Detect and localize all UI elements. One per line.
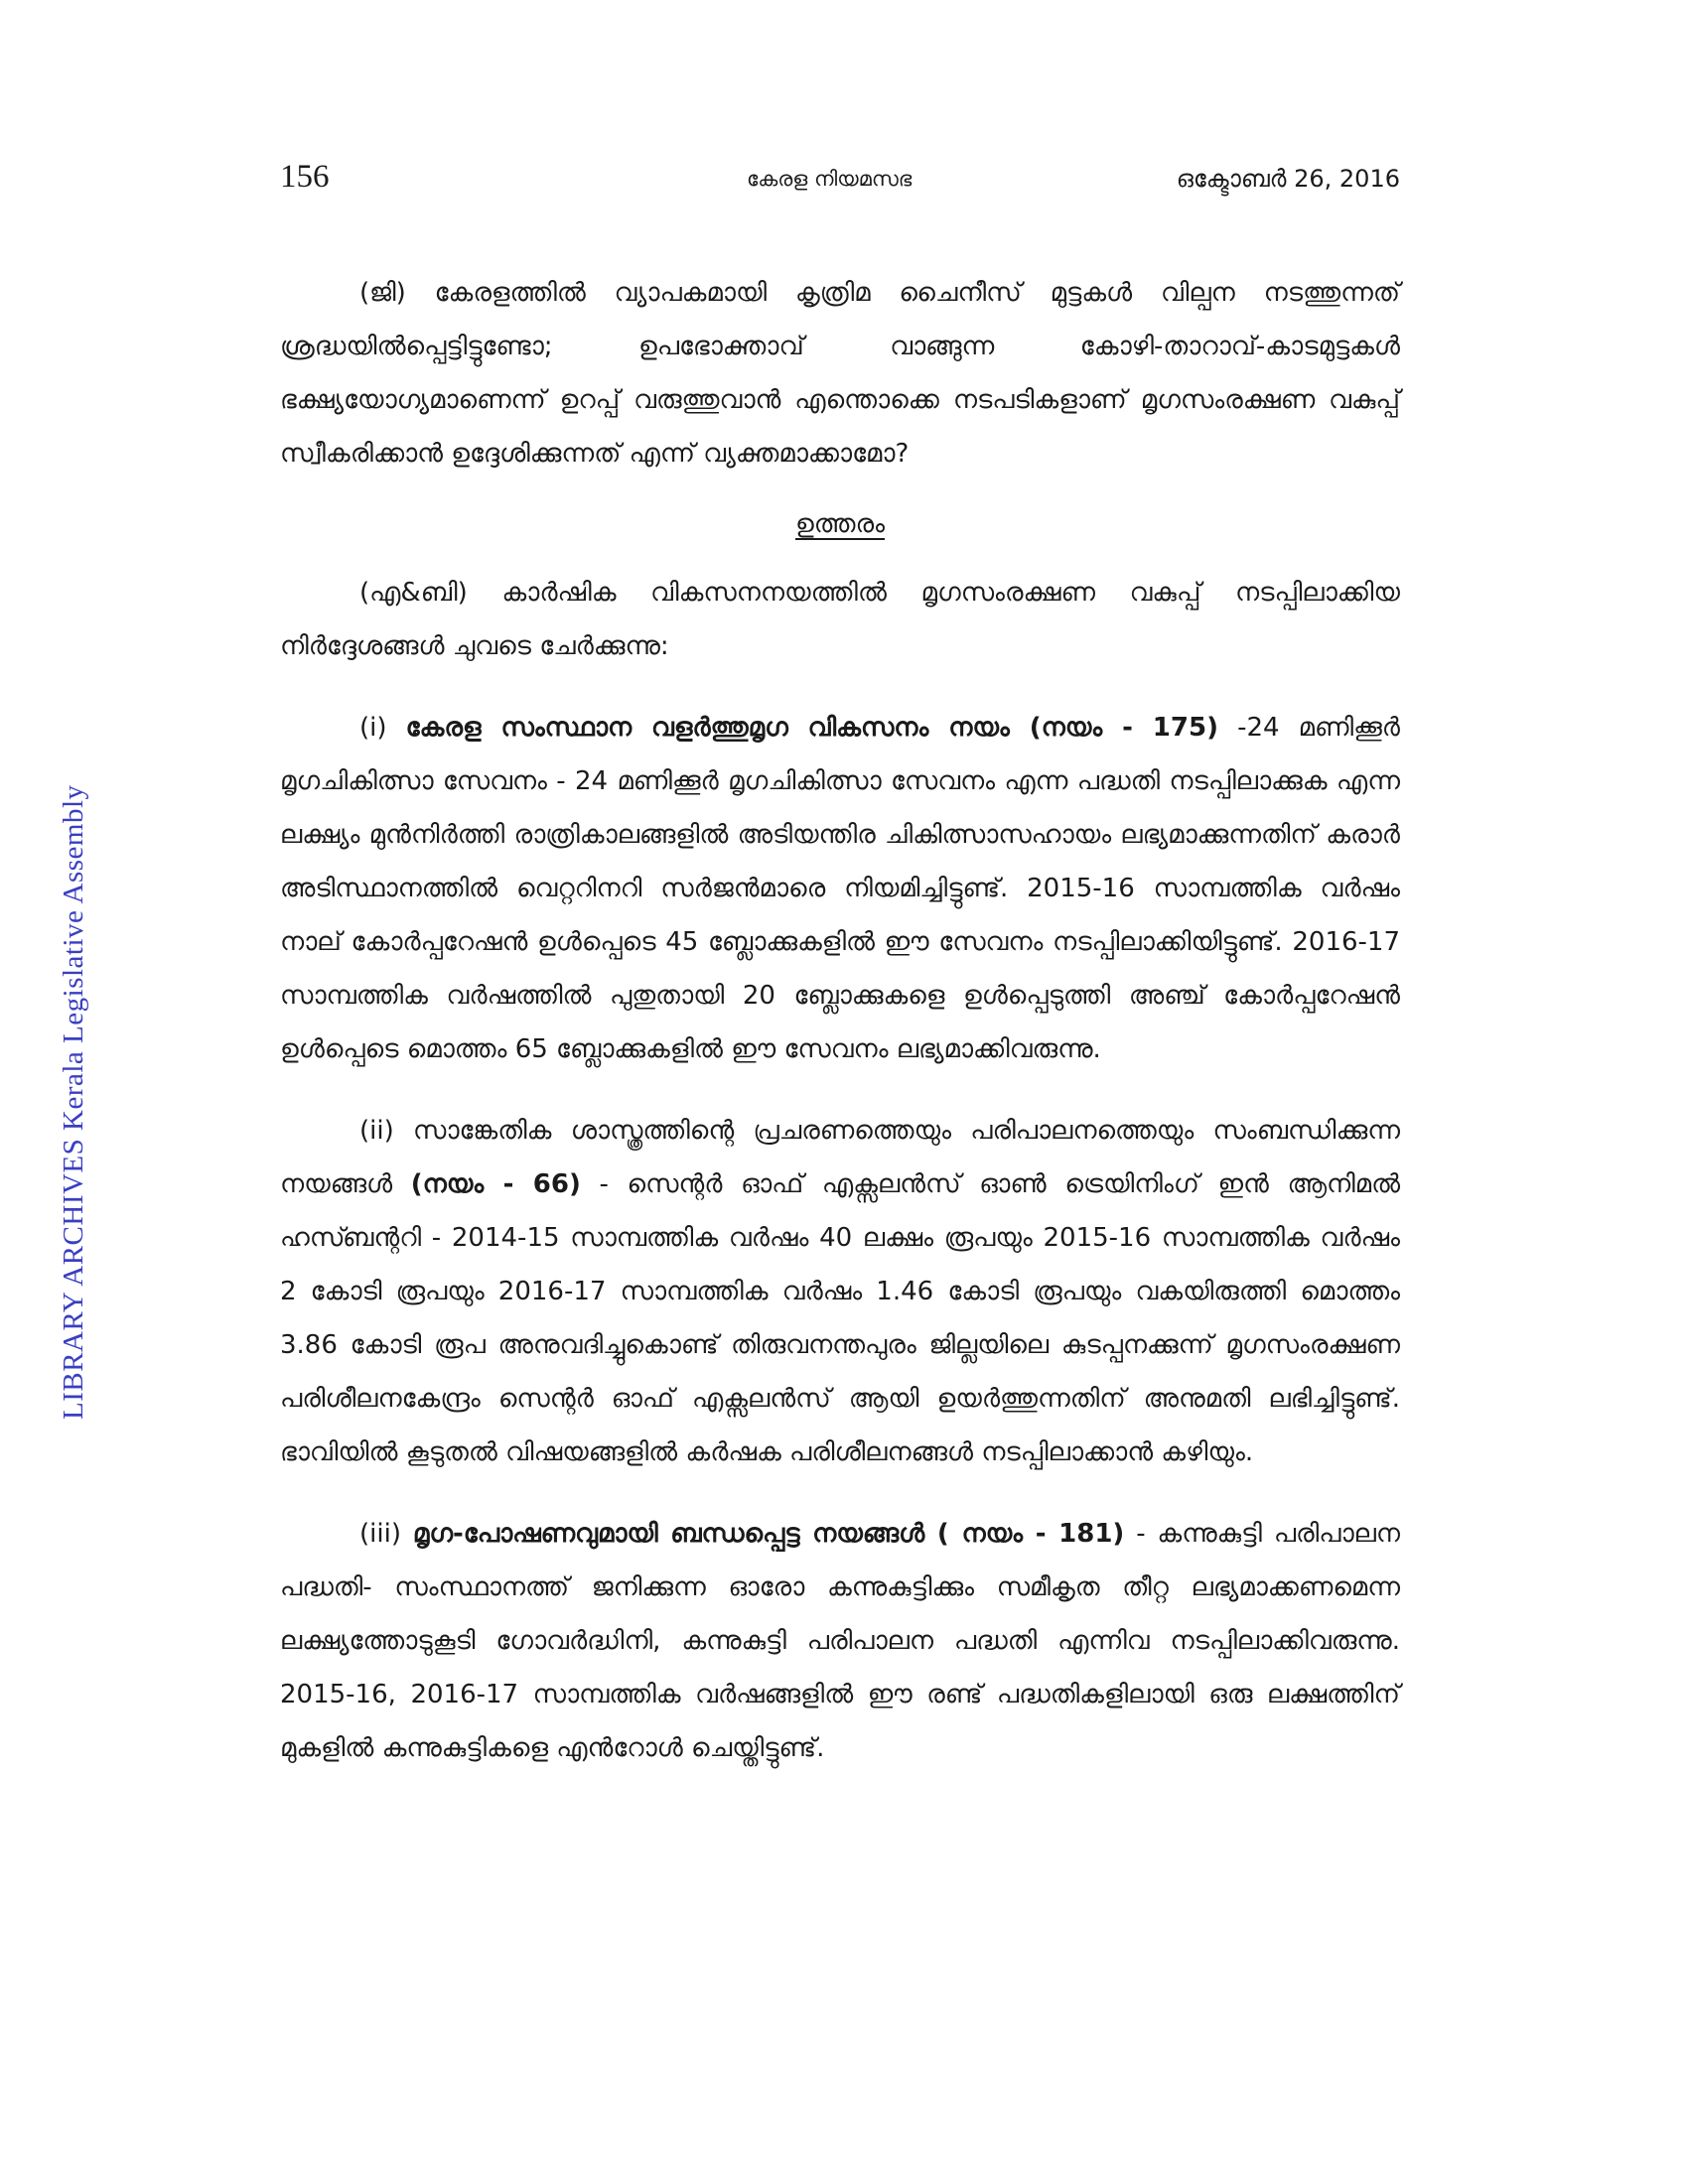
item-marker: (ii) xyxy=(359,1116,394,1146)
header-date: ഒക്ടോബർ 26, 2016 xyxy=(1176,165,1400,193)
item-body: - കന്നുകുട്ടി പരിപാലന പദ്ധതി- സംസ്ഥാനത്ത് ജനിക്കുന്ന ഓരോ കന്നുകുട്ടിക്കും സമീകൃത തീറ്റ ലഭ്യമാക്കണമെന്ന ലക്ഷ്യത്തോടുകൂടി ഗോവർദ്ധിനി, കന്നുകുട്ടി പരിപാലന പദ്ധതി എന്നിവ നടപ്പിലാക്കിവരുന്നു. 2015-16, 2016-17 സാമ്പത്തിക വർഷങ്ങളിൽ ഈ രണ്ട് പദ്ധതികളിലായി ഒരു ലക്ഷത്തിന് മുകളിൽ കന്നുകുട്ടികളെ എൻറോൾ ചെയ്തിട്ടുണ്ട്. xyxy=(280,1519,1401,1763)
answer-intro-paragraph: (എ&ബി) കാർഷിക വികസനനയത്തിൽ മൃഗസംരക്ഷണ വകുപ്പ് നടപ്പിലാക്കിയ നിർദ്ദേശങ്ങൾ ചുവടെ ചേർക്കുന്നു: xyxy=(280,578,1400,661)
item-marker: (iii) xyxy=(359,1519,401,1549)
item-body: -24 മണിക്കൂർ മൃഗചികിത്സാ സേവനം - 24 മണിക്കൂർ മൃഗചികിത്സാ സേവനം എന്ന പദ്ധതി നടപ്പിലാക്കുക എന്ന ലക്ഷ്യം മുൻനിർത്തി രാത്രികാലങ്ങളിൽ അടിയന്തിര ചികിത്സാസഹായം ലഭ്യമാക്കുന്നതിന് കരാർ അടിസ്ഥാനത്തിൽ വെറ്ററിനറി സർജൻമാരെ നിയമിച്ചിട്ടുണ്ട്. 2015-16 സാമ്പത്തിക വർഷം നാല് കോർപ്പറേഷൻ ഉൾപ്പെടെ 45 ബ്ലോക്കുകളിൽ ഈ സേവനം നടപ്പിലാക്കിയിട്ടുണ്ട്. 2016-17 സാമ്പത്തിക വർഷത്തിൽ പുതുതായി 20 ബ്ലോക്കുകളെ ഉൾപ്പെടുത്തി അഞ്ച് കോർപ്പറേഷൻ ഉൾപ്പെടെ മൊത്തം 65 ബ്ലോക്കുകളിൽ ഈ സേവനം ലഭ്യമാക്കിവരുന്നു. xyxy=(280,713,1400,1064)
answer-heading-text: ഉത്തരം xyxy=(795,509,885,539)
item-title: (നയം - 66) xyxy=(410,1169,581,1199)
header-title: കേരള നിയമസഭ xyxy=(747,167,913,191)
archive-watermark: LIBRARY ARCHIVES Kerala Legislative Assembly xyxy=(58,784,89,1420)
item-marker: (i) xyxy=(359,713,387,743)
answer-item-i xyxy=(280,701,1400,1076)
question-g-paragraph: (ജി) കേരളത്തിൽ വ്യാപകമായി കൃത്രിമ ചൈനീസ് മുട്ടകൾ വില്പന നടത്തുന്നത് ശ്രദ്ധയിൽപ്പെട്ടിട്ടുണ്ടോ; ഉപഭോക്താവ് വാങ്ങുന്ന കോഴി-താറാവ്-കാടമുട്ടകൾ ഭക്ഷ്യയോഗ്യമാണെന്ന് ഉറപ്പ് വരുത്തുവാൻ എന്തൊക്കെ നടപടികളാണ് മൃഗസംരക്ഷണ വകുപ്പ് സ്വീകരിക്കാൻ ഉദ്ദേശിക്കുന്നത് എന്ന് വ്യക്തമാക്കാമോ? xyxy=(280,278,1400,469)
item-title: കേരള സംസ്ഥാന വളർത്തുമൃഗ വികസനം നയം (നയം - 175) xyxy=(405,713,1218,743)
item-body: - സെന്റർ ഓഫ് എക്സലൻസ് ഓൺ ട്രെയിനിംഗ് ഇൻ ആനിമൽ ഹസ്ബന്ററി - 2014-15 സാമ്പത്തിക വർഷം 40 ലക്ഷം രൂപയും 2015-16 സാമ്പത്തിക വർഷം 2 കോടി രൂപയും 2016-17 സാമ്പത്തിക വർഷം 1.46 കോടി രൂപയും വകയിരുത്തി മൊത്തം 3.86 കോടി രൂപ അനുവദിച്ചുകൊണ്ട് തിരുവനന്തപുരം ജില്ലയിലെ കുടപ്പനക്കുന്ന് മൃഗസംരക്ഷണ പരിശീലനകേന്ദ്രം സെന്റർ ഓഫ് എക്സലൻസ് ആയി ഉയർത്തുന്നതിന് അനുമതി ലഭിച്ചിട്ടുണ്ട്. ഭാവിയിൽ കൂടുതൽ വിഷയങ്ങളിൽ കർഷക പരിശീലനങ്ങൾ നടപ്പിലാക്കാൻ കഴിയും. xyxy=(280,1169,1401,1467)
document-body xyxy=(280,266,1400,1775)
answer-heading xyxy=(280,504,1400,544)
page-number: 156 xyxy=(280,159,330,195)
answer-item-ii xyxy=(280,1104,1400,1479)
item-lead: സാങ്കേതിക ശാസ്ത്രത്തിന്റെ പ്രചരണത്തെയും പരിപാലനത്തെയും സംബന്ധിക്കുന്ന നയങ്ങൾ xyxy=(280,1116,1401,1199)
answer-item-iii xyxy=(280,1507,1400,1775)
running-header xyxy=(280,159,1400,199)
item-title: മൃഗ-പോഷണവുമായി ബന്ധപ്പെട്ട നയങ്ങൾ ( നയം - 181) xyxy=(412,1519,1125,1549)
